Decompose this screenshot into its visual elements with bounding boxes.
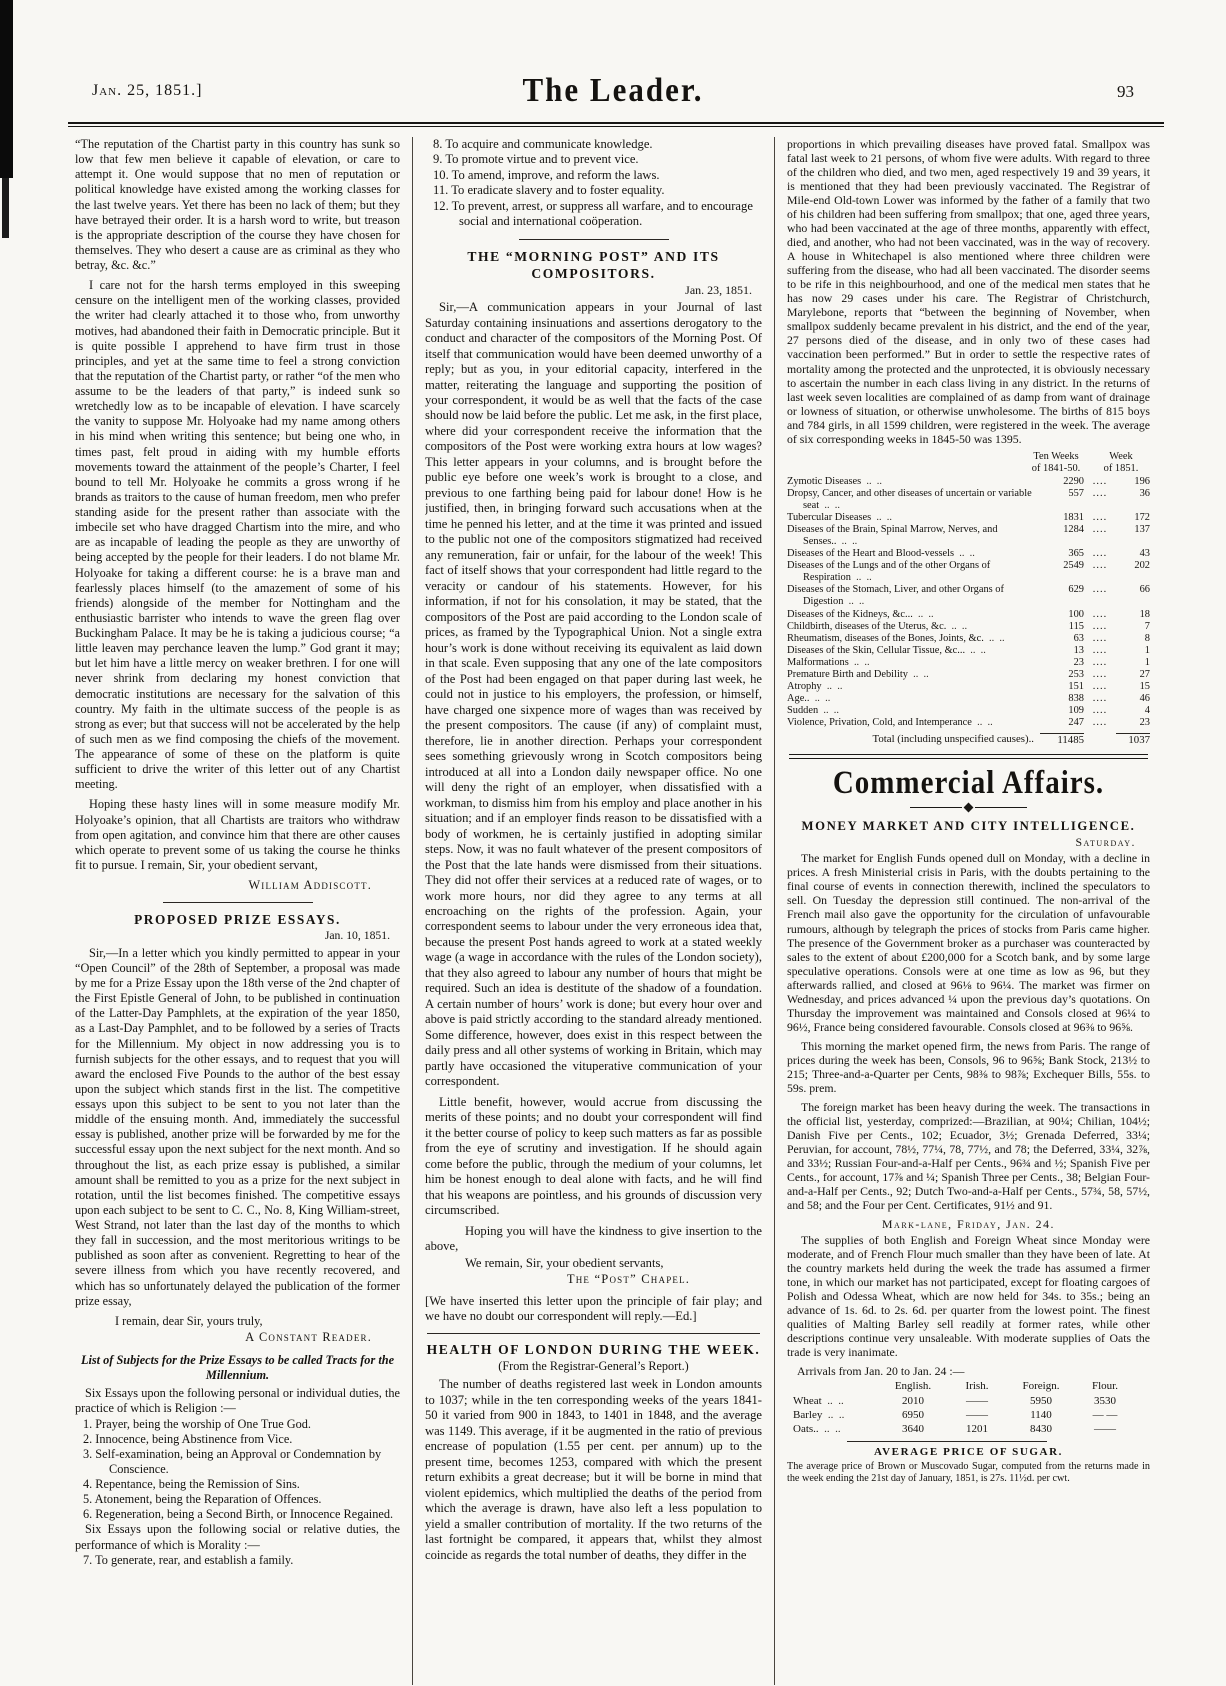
chartist-quote: “The reputation of the Chartist party in this country has sunk so low that few men believe it capable of elevation, or care to attempt it. One would suppose that no men of reputation or political knowledge have existed among the working classes for the last twelve years. Yet there has been no lack of them; but they have betrayed their order. It is a harsh word to write, but treason is the appropriate description of the course they have chosen for themselves. They who desert a cause are as criminal as they who betray, &c. &c.” bbox=[75, 137, 400, 272]
table-row bbox=[787, 705, 1150, 717]
ten-weeks-value: 629 bbox=[1068, 584, 1084, 596]
mark-lane-heading: Mark-lane, Friday, Jan. 24. bbox=[882, 1217, 1055, 1232]
morning-post-body-2: Little benefit, however, would accrue from discussing the merits of these points; and no doubt your correspondent will find it the better course of policy to keep such matters as far as possible from the eye of scrutiny and investigation. If he should again come before the public, through the medium of your columns, let him be honest enough to deal alone with facts, and he will find that his weapons are pointless, and his grounds of discussion very circumscribed. bbox=[425, 1094, 762, 1218]
money-market-para-2: This morning the market opened firm, the news from Paris. The range of prices during the week has been, Consols, 96 to 96⅝; Bank Stock, 213½ to 215; Three-and-a-Quarter per Cents, 98⅜ to 98⅞; Exchequer Bills, 55s. to 59s. prem. bbox=[787, 1038, 1150, 1095]
money-market-para-1: The market for English Funds opened dull on Monday, with a decline in prices. A fresh Ministerial crisis in Paris, with the doubts pertaining to the final course of events in connection therewith, inclined the speculators to sell. On Tuesday the depression still continued. The non-arrival of the French mail also gave the opportunity for the circulation of unfavourable rumours, although by telegraph the prices of stocks from Paris came higher. The presence of the Government broker as a purchaser was counteracted by sales to the extent of about £200,000 for a Scotch bank, and by some large speculative operations. Consols were at one time as low as 96, but they afterwards rallied, and closed at 96⅛ to 96¼. The market was firmer on Wednesday, and prices advanced ¼ upon the previous day’s quotations. On Thursday the improvement was maintained and Consols closed at 96¼ to 96½, France being considered favourable. Consols closed at 96⅜ to 96⅝. bbox=[787, 851, 1150, 1034]
dot-leader bbox=[1084, 717, 1116, 729]
ten-weeks-value: 838 bbox=[1068, 692, 1084, 704]
subject-item: 4. Repentance, being the Remission of Sins. bbox=[83, 1477, 300, 1492]
total-label: Total (including unspecified causes).. bbox=[872, 733, 1034, 746]
subject-item: 6. Regeneration, being a Second Birth, or Innocence Regained. bbox=[83, 1507, 394, 1522]
column-right bbox=[787, 137, 1150, 1685]
ten-weeks-value: 1284 bbox=[1063, 524, 1084, 536]
arrivals-label: Arrivals from Jan. 20 to Jan. 24 :— bbox=[797, 1364, 965, 1379]
week-value: 43 bbox=[1139, 548, 1150, 560]
cause-of-death: Diseases of the Skin, Cellular Tissue, &c... .. .. bbox=[787, 645, 1040, 657]
sugar-body: The average price of Brown or Muscovado Sugar, computed from the returns made in the week ending the 21st day of January, 1851, is 27s. 11½d. per cwt. bbox=[787, 1460, 1150, 1484]
ten-weeks-value: 109 bbox=[1068, 705, 1084, 716]
col-foreign: Foreign. bbox=[1022, 1380, 1060, 1393]
table-row bbox=[787, 512, 1150, 524]
table-row bbox=[793, 1394, 1150, 1408]
foreign-value: 8430 bbox=[1030, 1423, 1052, 1436]
table-row bbox=[787, 584, 1150, 608]
dot-leader bbox=[1084, 621, 1116, 633]
foreign-value: 1140 bbox=[1030, 1409, 1052, 1422]
subject-item: 3. Self-examination, being an Approval or Condemnation by Conscience. bbox=[83, 1446, 382, 1476]
cause-of-death: Diseases of the Brain, Spinal Marrow, Nerves, and Senses.. .. .. bbox=[787, 524, 1040, 548]
dot-leader bbox=[1084, 476, 1116, 488]
chartist-letter-closing: Hoping these hasty lines will in some measure modify Mr. Holyoake’s opinion, that all Chartists are traitors who withdraw from open agitation, and convince him that there are other causes which operate to prevent some of us taking the course he thinks fit to pursue. I remain, Sir, your obedient servant, bbox=[75, 797, 400, 872]
masthead bbox=[0, 0, 1226, 114]
week-value: 36 bbox=[1139, 487, 1150, 499]
arrivals-rows bbox=[793, 1394, 1150, 1437]
subjects-list-heading: List of Subjects for the Prize Essays to be called Tracts for the Millennium. bbox=[80, 1353, 395, 1383]
dot-leader bbox=[1084, 584, 1116, 608]
letter-signature-addiscott: William Addiscott. bbox=[248, 878, 372, 892]
week-value: 196 bbox=[1134, 475, 1150, 487]
table-row bbox=[787, 633, 1150, 645]
table-row bbox=[787, 609, 1150, 621]
morning-post-valediction-1: Hoping you will have the kindness to give insertion to the above, bbox=[425, 1223, 762, 1254]
mark-lane-body: The supplies of both English and Foreign Wheat since Monday were moderate, and of French Flour much smaller than they have been of late. At the country markets held during the week the trade has assumed a firmer tone, in which our market has not participated, except for floating cargoes of Polish and Odessa Wheat, which are now held for 34s. to 35s.; being an advance of 1s. 6d. to 2s. 6d. per quarter from the lowest point. The finest qualities of Malting Barley sell readily at former rates, while other descriptions continue very unsaleable. With moderate supplies of Oats the trade is very inanimate. bbox=[787, 1233, 1150, 1360]
rule-line bbox=[975, 807, 1027, 808]
health-continuation: proportions in which prevailing diseases have proved fatal. Smallpox was fatal last week to 21 persons, of whom five were adults. With regard to three of the children who died, and two men, aged respectively 19 and 39 years, it is mentioned that they had been previously vaccinated. The Registrar of Mile-end Old-town Lower was informed by the father of a family that two of his children had been suffering from smallpox; that one, aged three years, who had been vaccinated at the age of three months, apparently with effect, died, and another, who had not been vaccinated, was in the way of recovery. A house in Whitechapel is also mentioned where three children were suffering from the disease, who had all been vaccinated. The disorder seems to be rife in this neighbourhood, and one of the medical men states that he has now 29 cases under his care. The Registrar of Christchurch, Marylebone, reports that “between the beginning of November, when smallpox suddenly became prevalent in his district, and the end of the year, 27 persons died of the disease, and in only two of these cases had vaccination been performed.” But in order to settle the respective rates of mortality among the protected and the unprotected, it is obviously necessary to ascertain the number in each class living in any district. In the returns of last week seven localities are complained of as damp from want of drainage or lowness of situation, or otherwise unwholesome. The births of 815 boys and 784 girls, in all 1599 children, were registered in the week. The average of six corresponding weeks in 1845-50 was 1395. bbox=[787, 137, 1150, 446]
flour-value: 3530 bbox=[1094, 1394, 1116, 1407]
prize-essays-date: Jan. 10, 1851. bbox=[324, 929, 390, 943]
column-left bbox=[75, 137, 400, 1685]
dot-leader bbox=[1084, 681, 1116, 693]
table-row bbox=[793, 1422, 1150, 1436]
column-rule-2 bbox=[774, 137, 775, 1685]
week-value: 172 bbox=[1134, 512, 1150, 523]
week-value: 4 bbox=[1144, 705, 1150, 716]
english-value: 6950 bbox=[902, 1409, 924, 1422]
week-value: 15 bbox=[1139, 680, 1150, 692]
cause-of-death: Childbirth, diseases of the Uterus, &c. .. .. bbox=[787, 621, 1040, 633]
column-center bbox=[425, 137, 762, 1685]
subject-item: 9. To promote virtue and to prevent vice. bbox=[433, 152, 639, 167]
subjects-list-morality bbox=[75, 1553, 400, 1568]
ten-weeks-value: 100 bbox=[1068, 608, 1084, 620]
letter-signature-post-chapel: The “Post” Chapel. bbox=[566, 1272, 691, 1287]
cause-of-death: Atrophy .. .. bbox=[787, 681, 1040, 693]
total-ten-weeks: 11485 bbox=[1040, 733, 1084, 747]
col-irish: Irish. bbox=[965, 1380, 989, 1393]
ten-weeks-value: 151 bbox=[1068, 680, 1084, 692]
masthead-rule bbox=[68, 122, 1164, 127]
cause-of-death: Premature Birth and Debility .. .. bbox=[787, 669, 1040, 681]
week-value: 18 bbox=[1139, 608, 1150, 620]
chartist-letter-body: I care not for the harsh terms employed in this sweeping censure on the intelligent men of the working classes, provided the writer had clearly attached it to those who, from unworthy motives, had abandoned their faith in Democratic principle. But it is quite possible I apprehend to have firm trust in those principles, and yet at the same time to feel a strong conviction that the reputation of the Chartist party, or rather “of the men who assume to be the leaders of that party,” is indeed sunk so wretchedly low as to be incapable of elevation. I have scarcely the vanity to suppose Mr. Holyoake had my name among others in his mind when writing this sentence; but being one who, in times past, felt proud in aiding with my humble efforts movements toward the attainment of the people’s Charter, I feel bound to tell Mr. Holyoake he commits a gross wrong if he brands as traitors to the cause of human freedom, men who prefer standing aside for the present rather than associate with the imbecile set who have dragged Chartism into the mire, and who are as incapable of leading the people as they are unworthy of being accepted by the people for their leaders. I do not blame Mr. Holyoake for taking a different course: he is a brave man and fearlessly places himself (to the amazement of some of his friends) alongside of the member for Nottingham and the enthusiastic barrister who intends to wave the green flag over Buckingham Palace. It may be he is taking a judicious course; “a little leaven may perchance leaven the lump.” God grant it may; but let him have a little mercy on weaker brethren. I for one will never shrink from declaring my honest conviction that democratic institutions are necessary for the salvation of this country. My faith in the ultimate success of the people is as strong as ever; but that success will not be accelerated by the help of such men as we find composing the chiefs of the movement. The appearance of some of these on the platform is quite sufficient to drive the writer of this letter out of any Chartist meeting. bbox=[75, 278, 400, 792]
foreign-value: 5950 bbox=[1030, 1394, 1052, 1407]
dot-leader bbox=[1084, 488, 1116, 512]
health-of-london-subheading: (From the Registrar-General’s Report.) bbox=[498, 1359, 689, 1374]
subject-item: 10. To amend, improve, and reform the laws. bbox=[433, 167, 660, 182]
dot-leader bbox=[1084, 645, 1116, 657]
rule-line bbox=[910, 807, 962, 808]
subject-item: 12. To prevent, arrest, or suppress all warfare, and to encourage social and international coöperation. bbox=[433, 198, 753, 229]
morning-post-date: Jan. 23, 1851. bbox=[685, 283, 752, 298]
spacer bbox=[793, 1379, 881, 1393]
arrivals-table bbox=[793, 1379, 1150, 1436]
table-row bbox=[787, 524, 1150, 548]
mortality-table bbox=[787, 451, 1150, 747]
morning-post-heading: THE “MORNING POST” AND ITS COMPOSITORS. bbox=[467, 248, 720, 281]
table-row bbox=[787, 548, 1150, 560]
cause-of-death: Diseases of the Stomach, Liver, and other Organs of Digestion .. .. bbox=[787, 584, 1040, 608]
grain-name: Wheat .. .. bbox=[793, 1394, 881, 1408]
prize-essays-valediction: I remain, dear Sir, yours truly, bbox=[115, 1313, 263, 1328]
subjects-list-religion bbox=[75, 1417, 400, 1523]
ten-weeks-value: 557 bbox=[1068, 487, 1084, 499]
ten-weeks-value: 23 bbox=[1073, 656, 1084, 668]
scan-artifact-bar-2 bbox=[2, 178, 9, 238]
col-english: English. bbox=[894, 1380, 932, 1393]
week-value: 46 bbox=[1139, 692, 1150, 704]
diamond-icon bbox=[964, 803, 974, 813]
table-row bbox=[793, 1408, 1150, 1422]
mortality-table-header bbox=[787, 451, 1150, 475]
section-rule bbox=[163, 902, 313, 903]
table-row bbox=[787, 488, 1150, 512]
table-row bbox=[787, 621, 1150, 633]
dot-leader bbox=[1084, 633, 1116, 645]
table-row bbox=[787, 476, 1150, 488]
irish-value: —— bbox=[966, 1409, 988, 1422]
week-value: 66 bbox=[1139, 584, 1150, 596]
dot-leader bbox=[1084, 693, 1116, 705]
table-row bbox=[787, 669, 1150, 681]
column-rule-1 bbox=[412, 137, 413, 1685]
table-row bbox=[787, 645, 1150, 657]
ten-weeks-value: 1831 bbox=[1063, 512, 1084, 523]
header-ten-weeks: Ten Weeks of 1841-50. bbox=[1031, 450, 1081, 474]
letter-signature-constant-reader: A Constant Reader. bbox=[245, 1329, 372, 1344]
money-market-day: Saturday. bbox=[1075, 835, 1136, 850]
money-market-para-3: The foreign market has been heavy during the week. The transactions in the official list, yesterday, comprized:—Brazilian, at 90¼; Chilian, 104½; Danish Five per Cents., 102; Ecuador, 3½; Grenada Deferred, 33¼; Peruvian, for account, 78½, 77¼, 78, 77½, and 78; the Deferred, 33¼, 32⅞, and 33½; Russian Four-and-a-Half per Cents., 96¾ and ½; Spanish Five per Cents., for account, 17⅞ and ¼; Spanish Three per Cents., 38; Belgian Four-and-a-Half per Cents., 92; Dutch Two-and-a-Half per Cents., 57¾, 58, 57½, and 58; and the Four per Cent. Certificates, 91½ and 91. bbox=[787, 1099, 1150, 1213]
page-number: 93 bbox=[1117, 82, 1134, 101]
ten-weeks-value: 247 bbox=[1068, 717, 1084, 729]
prize-essays-body: Sir,—In a letter which you kindly permitted to appear in your “Open Council” of the 28th of September, a proposal was made by me for a Prize Essay upon the 18th verse of the 2nd chapter of the First Epistle General of John, to be published in continuation of the Latter-Day Pamphlets, at the expiration of the year 1850, as a Last-Day Pamphlet, and to be followed by a series of Tracts for the Millennium. My object in now addressing you is to furnish subjects for the other essays, and to request that you will award the enclosed Five Pounds to the author of the best essay upon the subject which stands first in the list. The competitive essays upon this subject to be sent to you not later than the middle of the ensuing month. And, immediately the successful essay is published, another prize will be forwarded by me for the successful essay upon the next subject for the next month. And so throughout the list, as each prize essay is published, a similar amount shall be remitted to you as a prize for the next subject in rotation, until the list becomes finished. The competitive essays upon each subject to be sent to C. C., No. 8, King William-street, West Strand, not later than the last day of the months to which they fall in succession, and the most meritorious writings to be published as soon after as convenient. Regretting to hear of the severe illness from which you have recently recovered, and which has so unfortunately delayed the publication of the former prize essay, bbox=[75, 945, 400, 1308]
subject-item: 5. Atonement, being the Reparation of Offences. bbox=[83, 1492, 322, 1507]
ten-weeks-value: 2290 bbox=[1063, 475, 1084, 487]
ten-weeks-value: 2549 bbox=[1063, 560, 1084, 572]
week-value: 1 bbox=[1144, 656, 1150, 668]
ten-weeks-value: 253 bbox=[1068, 668, 1084, 680]
subjects-list-continued bbox=[425, 137, 762, 230]
subject-item: 11. To eradicate slavery and to foster equality. bbox=[433, 183, 665, 198]
dot-leader bbox=[1084, 560, 1116, 584]
ten-weeks-value: 115 bbox=[1068, 620, 1084, 632]
cause-of-death: Violence, Privation, Cold, and Intemperance .. .. bbox=[787, 717, 1040, 729]
dot-leader bbox=[1084, 548, 1116, 560]
section-rule bbox=[847, 1441, 1047, 1442]
grain-name: Oats.. .. .. bbox=[793, 1422, 881, 1436]
cause-of-death: Diseases of the Kidneys, &c... .. .. bbox=[787, 609, 1040, 621]
dot-leader bbox=[1084, 669, 1116, 681]
arrivals-header-row bbox=[793, 1379, 1150, 1393]
section-rule bbox=[519, 239, 669, 240]
morning-post-valediction-2: We remain, Sir, your obedient servants, bbox=[465, 1255, 664, 1270]
cause-of-death: Diseases of the Lungs and of the other Organs of Respiration .. .. bbox=[787, 560, 1040, 584]
cause-of-death: Age.. .. .. bbox=[787, 693, 1040, 705]
ten-weeks-value: 13 bbox=[1073, 644, 1084, 656]
cause-of-death: Tubercular Diseases .. .. bbox=[787, 512, 1040, 524]
table-row bbox=[787, 657, 1150, 669]
health-of-london-heading: HEALTH OF LONDON DURING THE WEEK. bbox=[426, 1341, 761, 1357]
diamond-rule bbox=[787, 804, 1150, 811]
col-flour: Flour. bbox=[1092, 1380, 1118, 1393]
week-value: 202 bbox=[1134, 560, 1150, 572]
morning-post-body: Sir,—A communication appears in your Journal of last Saturday containing insinuations and assertions derogatory to the conduct and character of the compositors of the Morning Post. Of itself that communication would have been deemed unworthy of a reply; but as you, in your editorial capacity, interfered in the matter, reiterating the language and supporting the position of your correspondent, it would be as well that the facts of the case should now be laid before the public. Let me ask, in the first place, where did your correspondent receive the information that the compositors of the Post were working extra hours at low wages? This letter appears in your columns, and is brought before the public eye before one week’s work is brought to a close, and previous to one farthing being paid for labour done! How is he justified, then, in bringing forward such accusations when at the time he penned his letter, and at the time it was printed and issued to the public not one of the compositors stigmatized had received any remuneration, fair or unfair, for the labour of the week! This fact of itself shows that your correspondent had little regard to the veracity or candour of his statements. However, for his information, if not for his consolation, it may be stated, that the compositors of the Post are paid according to the London scale of prices, as framed by the Typographical Union. Not a single extra hour’s work is done without receiving its equivalent as laid down in that scale. Even supposing that any one of the late compositors of the Post had been engaged on that paper during last week, he could not in justice to his employers, the profession, or himself, have charged one sixpence more of wages than was received by the present compositors. The cause (if any) of complaint must, therefore, lie in another direction. Perhaps your correspondent sees something grievously wrong in Scotch compositors being introduced at all into a London daily newspaper office. No one will deny the right of an employer, when dissatisfied with a workman, to dismiss him from his employ and place another in his situation; and if an employer finds reason to be dissatisfied with a body of workmen, he is certainly justified in adopting similar steps. Now, it was no fault whatever of the present compositors of the Post that the late hands were dismissed from their situations. They did not offer their services at a reduced rate of wages, or to work more hours, nor did they agree to any terms at all encroaching on the rights of the profession. Again, your correspondent seems to labour under the very erroneous idea that, because the present Post hands agreed to work at a stated weekly wage (a wage in accordance with the rules of the London society), that they also agreed to labour any number of hours that might be required. Such an idea is destitute of the shadow of a foundation. A certain number of hours’ work is done; but every hour over and above is paid strictly according to the standard already mentioned. Some difference, however, does exist in this respect between the daily press and all other systems of working in Britain, which may partly have occasioned the vituperative communication of your correspondent. bbox=[425, 300, 762, 1089]
week-value: 27 bbox=[1139, 668, 1150, 680]
week-value: 8 bbox=[1144, 632, 1150, 644]
mortality-table-total bbox=[787, 733, 1150, 747]
cause-of-death: Diseases of the Heart and Blood-vessels .. .. bbox=[787, 548, 1040, 560]
subject-item: 7. To generate, rear, and establish a family. bbox=[83, 1552, 294, 1567]
subjects-intro-religion: Six Essays upon the following personal or individual duties, the practice of which is Religion :— bbox=[75, 1386, 400, 1416]
table-row bbox=[787, 717, 1150, 729]
cause-of-death: Dropsy, Cancer, and other diseases of uncertain or variable seat .. .. bbox=[787, 488, 1040, 512]
prize-essays-heading: PROPOSED PRIZE ESSAYS. bbox=[134, 912, 341, 928]
week-value: 7 bbox=[1144, 620, 1150, 632]
column-container bbox=[0, 137, 1226, 1685]
dot-leader bbox=[1084, 609, 1116, 621]
subject-item: 1. Prayer, being the worship of One True God. bbox=[83, 1416, 311, 1431]
health-of-london-body: The number of deaths registered last week in London amounts to 1037; while in the ten corresponding weeks of the years 1841-50 it varied from 900 in 1843, to 1401 in 1848, and the average was 1149. This average, if it be augmented in the ratio of previous encrease of population (1.55 per cent. per annum) up to the present time, becomes 1253, compared with which the present return exhibits a great decrease; but it will be borne in mind that violent epidemics, which multiplied the deaths of the period from which the average is drawn, have also left a less population to yield a smaller contribution of mortality. If the two returns of the last fortnight be compared, it appears that, whilst they almost coincide as regards the total number of deaths, they differ in the bbox=[425, 1377, 762, 1562]
grain-name: Barley .. .. bbox=[793, 1408, 881, 1422]
cause-of-death: Malformations .. .. bbox=[787, 657, 1040, 669]
money-market-heading: MONEY MARKET AND CITY INTELLIGENCE. bbox=[801, 819, 1136, 834]
week-value: 23 bbox=[1139, 717, 1150, 729]
english-value: 2010 bbox=[902, 1394, 924, 1407]
table-row bbox=[787, 693, 1150, 705]
mortality-table-rows bbox=[787, 476, 1150, 729]
editor-note: [We have inserted this letter upon the principle of fair play; and we have no doubt our correspondent will reply.—Ed.] bbox=[425, 1293, 762, 1324]
double-rule bbox=[789, 754, 1148, 759]
irish-value: 1201 bbox=[966, 1423, 988, 1436]
sugar-heading: AVERAGE PRICE OF SUGAR. bbox=[874, 1445, 1063, 1458]
week-value: 137 bbox=[1134, 524, 1150, 536]
subjects-intro-morality: Six Essays upon the following social or relative duties, the performance of which is Morality :— bbox=[75, 1522, 400, 1552]
dot-leader bbox=[1084, 705, 1116, 717]
flour-value: — — bbox=[1092, 1409, 1118, 1422]
week-value: 1 bbox=[1144, 644, 1150, 656]
table-row bbox=[787, 560, 1150, 584]
dot-leader bbox=[1084, 657, 1116, 669]
flour-value: —— bbox=[1094, 1423, 1116, 1436]
dot-leader bbox=[1084, 524, 1116, 548]
newspaper-title: The Leader. bbox=[522, 70, 704, 109]
dot-leader bbox=[1084, 512, 1116, 524]
ten-weeks-value: 63 bbox=[1073, 632, 1084, 644]
header-week-1851: Week of 1851. bbox=[1103, 450, 1139, 474]
cause-of-death: Rheumatism, diseases of the Bones, Joints, &c. .. .. bbox=[787, 633, 1040, 645]
english-value: 3640 bbox=[902, 1423, 924, 1436]
table-row bbox=[787, 681, 1150, 693]
subject-item: 2. Innocence, being Abstinence from Vice. bbox=[83, 1431, 293, 1446]
irish-value: —— bbox=[966, 1394, 988, 1407]
commercial-affairs-heading: Commercial Affairs. bbox=[832, 764, 1105, 801]
ten-weeks-value: 365 bbox=[1068, 548, 1084, 560]
subject-item: 8. To acquire and communicate knowledge. bbox=[433, 137, 653, 151]
cause-of-death: Zymotic Diseases .. .. bbox=[787, 476, 1040, 488]
cause-of-death: Sudden .. .. bbox=[787, 705, 1040, 717]
section-rule-long bbox=[427, 1333, 760, 1334]
issue-date: Jan. 25, 1851.] bbox=[92, 82, 203, 99]
total-week: 1037 bbox=[1116, 733, 1150, 747]
